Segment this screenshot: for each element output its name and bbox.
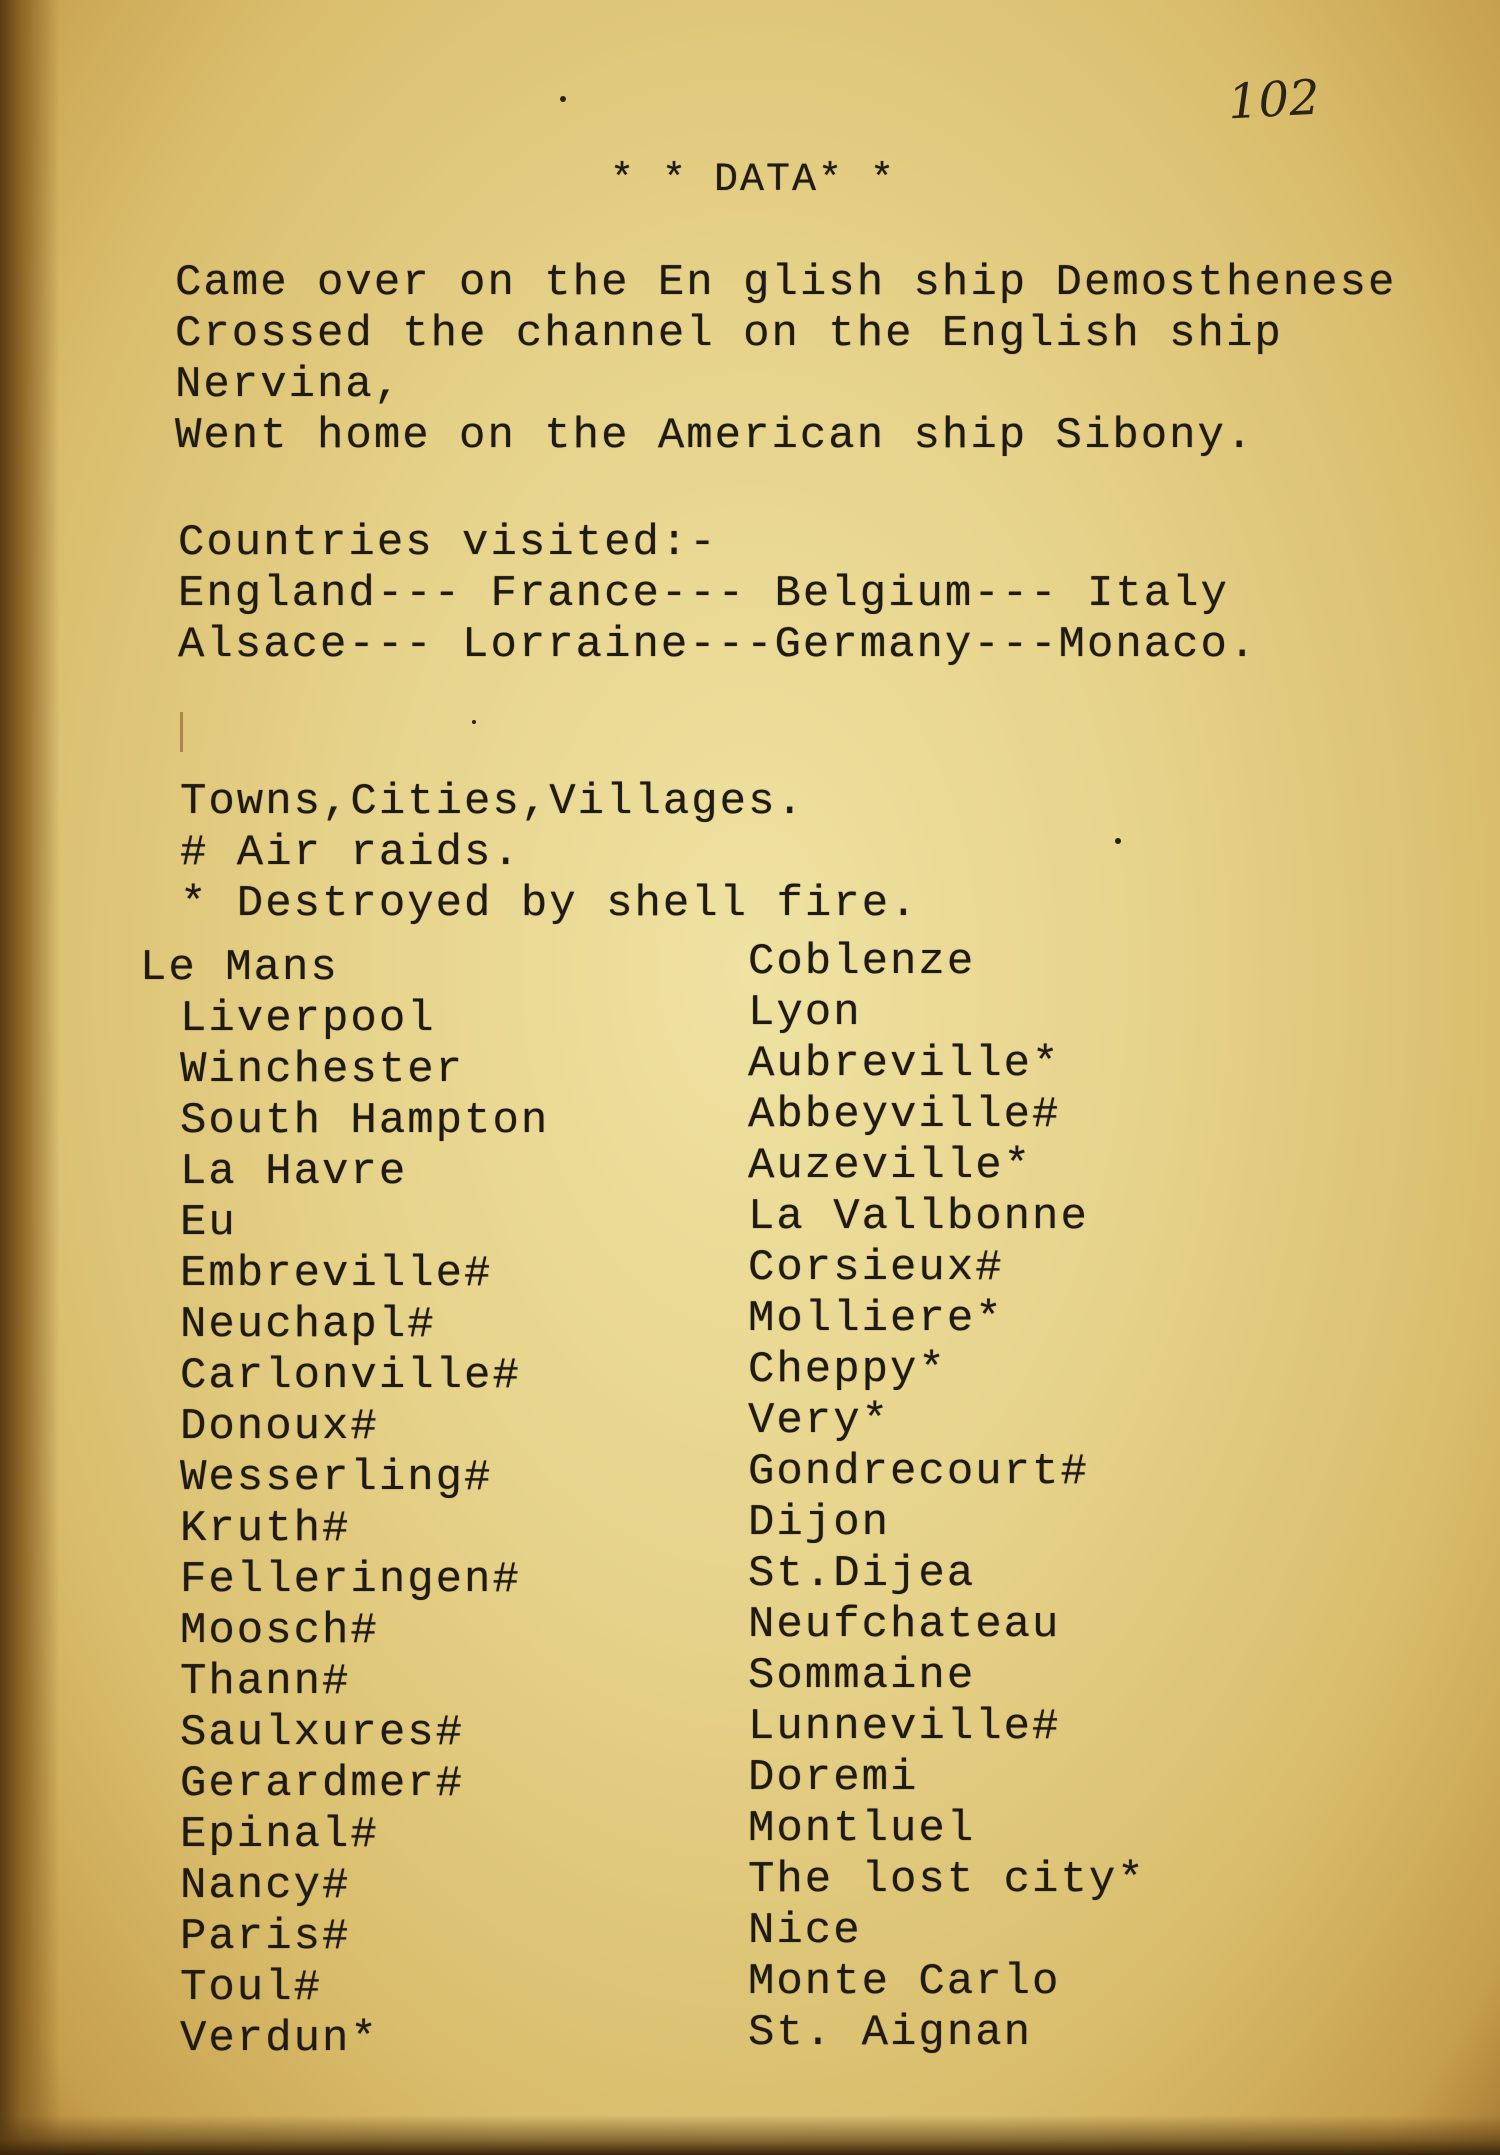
- town-entry: Eu: [180, 1198, 237, 1248]
- town-entry: Winchester: [180, 1045, 465, 1095]
- town-entry: Wesserling#: [180, 1453, 493, 1503]
- page-title: * * DATA* *: [610, 158, 897, 203]
- town-entry: St. Aignan: [748, 2008, 1033, 2058]
- town-entry: Molliere*: [748, 1294, 1004, 1344]
- town-entry: Embreville#: [180, 1249, 493, 1299]
- town-entry: Liverpool: [180, 994, 436, 1044]
- town-entry: Paris#: [180, 1912, 351, 1962]
- town-entry: Aubreville*: [748, 1039, 1061, 1089]
- town-entry: Montluel: [748, 1804, 976, 1854]
- town-entry: Moosch#: [180, 1606, 379, 1656]
- town-entry: Cheppy*: [748, 1345, 947, 1395]
- town-entry: Very*: [748, 1396, 891, 1446]
- town-entry: Coblenze: [748, 937, 976, 987]
- legend-air-raids: # Air raids.: [180, 828, 521, 878]
- towns-heading: Towns,Cities,Villages.: [180, 777, 805, 827]
- town-entry: Gondrecourt#: [748, 1447, 1089, 1497]
- town-entry: Monte Carlo: [748, 1957, 1061, 2007]
- town-entry: Dijon: [748, 1498, 891, 1548]
- town-entry: Verdun*: [180, 2014, 379, 2064]
- towns-right-column: [748, 937, 1146, 2059]
- voyage-line: Crossed the channel on the English ship: [175, 309, 1283, 359]
- town-entry: La Vallbonne: [748, 1192, 1089, 1242]
- town-entry: Kruth#: [180, 1504, 351, 1554]
- town-entry: Abbeyville#: [748, 1090, 1061, 1140]
- ink-speck: [560, 96, 566, 102]
- town-entry: Lunneville#: [748, 1702, 1061, 1752]
- voyage-line: Came over on the En glish ship Demosthenese: [175, 258, 1397, 308]
- town-entry: Doremi: [748, 1753, 919, 1803]
- town-entry: The lost city*: [748, 1855, 1146, 1905]
- page-number: 102: [1226, 69, 1322, 131]
- countries-heading: Countries visited:-: [178, 518, 718, 568]
- town-entry: St.Dijea: [748, 1549, 976, 1599]
- town-entry: Donoux#: [180, 1402, 379, 1452]
- voyage-paragraph: [175, 258, 1396, 462]
- town-entry: Lyon: [748, 988, 862, 1038]
- town-entry: Felleringen#: [180, 1555, 521, 1605]
- town-entry: Sommaine: [748, 1651, 976, 1701]
- ink-speck: [472, 720, 476, 724]
- town-entry: Corsieux#: [748, 1243, 1004, 1293]
- town-entry: Le Mans: [140, 943, 339, 993]
- town-entry: Epinal#: [180, 1810, 379, 1860]
- countries-line: England--- France--- Belgium--- Italy: [178, 569, 1229, 619]
- voyage-line: Nervina,: [175, 360, 403, 410]
- town-entry: Saulxures#: [180, 1708, 465, 1758]
- town-entry: Nancy#: [180, 1861, 351, 1911]
- town-entry: Toul#: [180, 1963, 323, 2013]
- town-entry: La Havre: [180, 1147, 408, 1197]
- countries-line: Alsace--- Lorraine---Germany---Monaco.: [178, 620, 1258, 670]
- town-entry: Auzeville*: [748, 1141, 1033, 1191]
- town-entry: Neufchateau: [748, 1600, 1061, 1650]
- town-entry: Carlonville#: [180, 1351, 521, 1401]
- town-entry: Neuchapl#: [180, 1300, 436, 1350]
- legend-shell-fire: * Destroyed by shell fire.: [180, 879, 919, 929]
- town-entry: South Hampton: [180, 1096, 550, 1146]
- town-entry: Thann#: [180, 1657, 351, 1707]
- ink-speck: [1115, 838, 1121, 844]
- countries-section: [178, 518, 1257, 671]
- town-entry: Gerardmer#: [180, 1759, 465, 1809]
- voyage-line: Went home on the American ship Sibony.: [175, 411, 1255, 461]
- legend-section: [180, 777, 919, 930]
- pen-mark: [180, 712, 183, 752]
- towns-left-column: [140, 943, 550, 2065]
- town-entry: Nice: [748, 1906, 862, 1956]
